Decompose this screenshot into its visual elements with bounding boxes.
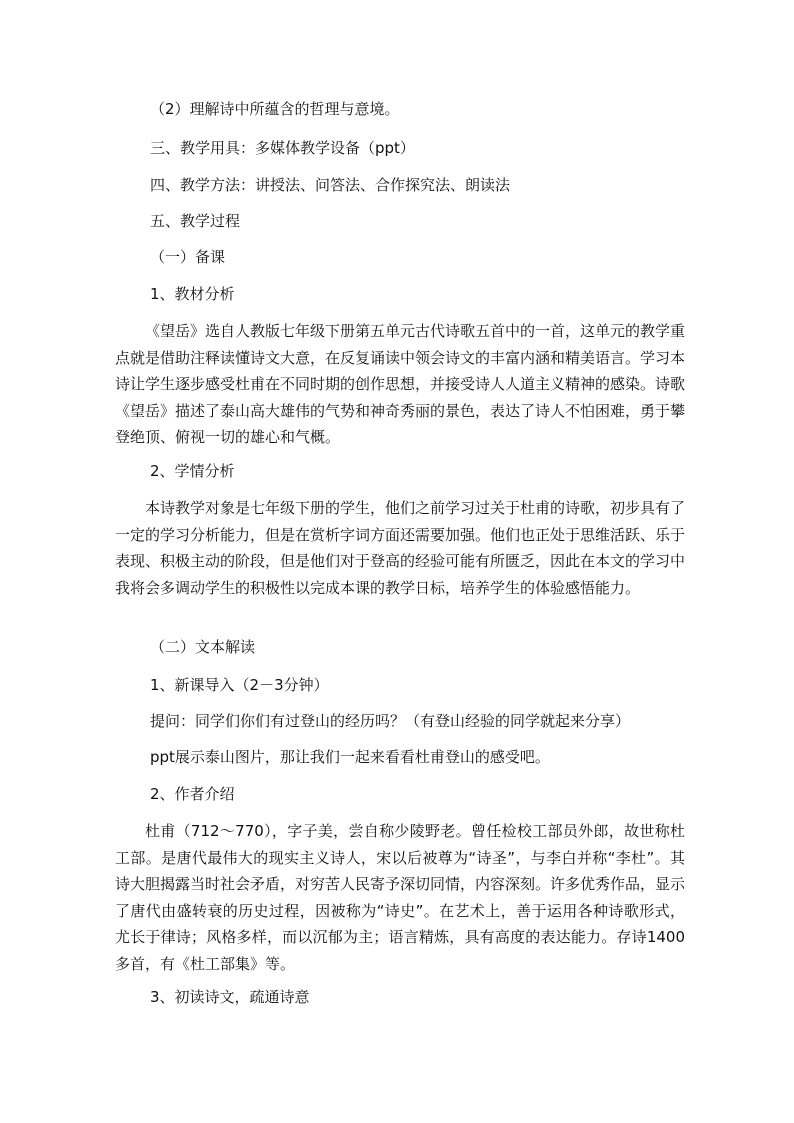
learner-analysis-paragraph: 本诗教学对象是七年级下册的学生，他们之前学习过关于杜甫的诗歌，初步具有了一定的学习分析能力，但是在赏析字词方面还需要加强。他们也正处于思维活跃、乐于表现、积极主动的阶段，但是他们对于登高的经验可能有所匮乏，因此在本文的学习中我将会多调动学生的积极性以完成本课的教学日标，培养学生的体验感悟能力。 [115, 499, 686, 597]
learner-analysis-heading: 2、学情分析 [150, 462, 235, 480]
teaching-methods-heading: 四、教学方法：讲授法、问答法、合作探究法、朗读法 [150, 176, 511, 194]
text-reading-heading: （二）文本解读 [150, 638, 256, 656]
question-line: 提问：同学们你们有过登山的经历吗？（有登山经验的同学就起来分享） [150, 712, 631, 730]
preparation-heading: （一）备课 [150, 248, 226, 266]
material-analysis-heading: 1、教材分析 [150, 285, 235, 303]
teaching-tools-heading: 三、教学用具：多媒体教学设备（ppt） [150, 139, 415, 157]
objective-2-line: （2）理解诗中所蕴含的哲理与意境。 [150, 100, 400, 118]
new-lesson-intro-heading: 1、新课导入（2－3分钟） [150, 676, 329, 694]
author-intro-heading: 2、作者介绍 [150, 785, 235, 803]
author-intro-paragraph: 杜甫（712～770），字子美，尝自称少陵野老。曾任检校工部员外郎，故世称杜工部。是唐代最伟大的现实主义诗人，宋以后被尊为“诗圣”，与李白并称“李杜”。其诗大胆揭露当时社会矛盾，对穷苦人民寄予深切同情，内容深刻。许多优秀作品，显示了唐代由盛转衰的历史过程，因被称为“诗史”。在艺术上，善于运用各种诗歌形式，尤长于律诗；风格多样，而以沉郁为主；语言精炼，具有高度的表达能力。存诗1400多首，有《杜工部集》等。 [115, 822, 686, 973]
teaching-process-heading: 五、教学过程 [150, 212, 241, 230]
material-analysis-paragraph: 《望岳》选自人教版七年级下册第五单元古代诗歌五首中的一首，这单元的教学重点就是借助注释读懂诗文大意，在反复诵读中领会诗文的丰富内涵和精美语言。学习本诗让学生逐步感受杜甫在不同时期的创作思想，并接受诗人人道主义精神的感染。诗歌《望岳》描述了泰山高大雄伟的气势和神奇秀丽的景色，表达了诗人不怕困难，勇于攀登绝顶、俯视一切的雄心和气概。 [115, 322, 686, 446]
ppt-show-line: ppt展示泰山图片，那让我们一起来看看杜甫登山的感受吧。 [150, 748, 550, 766]
first-read-heading: 3、初读诗文，疏通诗意 [150, 988, 310, 1006]
